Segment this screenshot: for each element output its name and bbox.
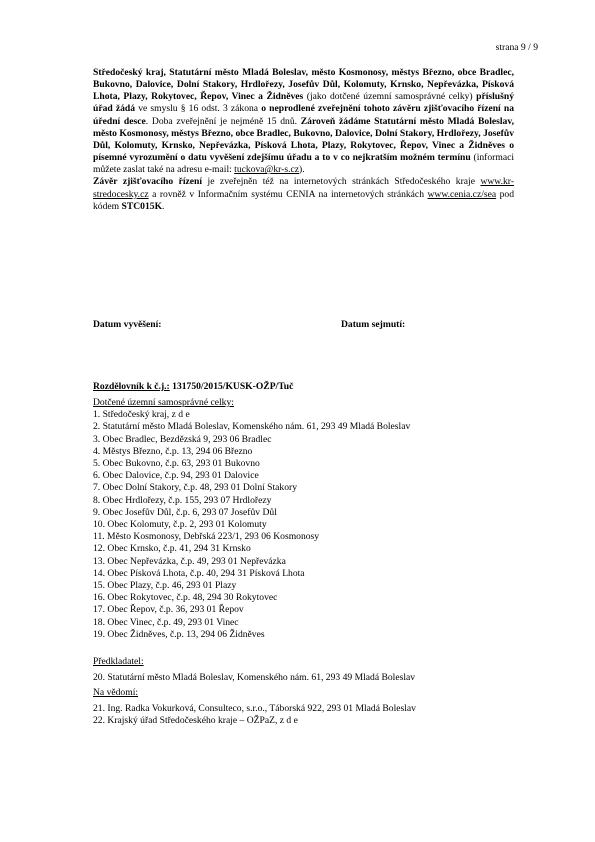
recipient-item: 20. Statutární město Mladá Boleslav, Komenského nám. 61, 293 49 Mladá Boleslav xyxy=(93,672,416,684)
municipalities-list: Středočeský kraj, Statutární město Mladá Boleslav, město Kosmonosy, městys Březno, obce Bradlec, Bukovno, Dalovice, Dolní Stakory, Hrdlořezy, Josefův Důl, Kolomuty, Krnsko, Nepřevázka, Písková Lhota, Plazy, Rokytovec, Řepov, Vinec a Židněves xyxy=(93,67,514,103)
recipient-item: 4. Městys Březno, č.p. 13, 294 06 Březno xyxy=(93,445,253,457)
distribution-label: Rozdělovník k č.j.: xyxy=(93,381,170,392)
recipient-item: 7. Obec Dolní Stakory, č.p. 48, 293 01 Dolní Stakory xyxy=(93,482,298,494)
recipient-item: 13. Obec Nepřevázka, č.p. 49, 293 01 Nepřevázka xyxy=(93,555,286,567)
posted-date-label: Datum vyvěšení: xyxy=(93,319,162,330)
recipient-item: 16. Obec Rokytovec, č.p. 48, 294 30 Rokytovec xyxy=(93,592,278,604)
page-number: strana 9 / 9 xyxy=(495,42,538,53)
recipient-item: 21. Ing. Radka Vokurková, Consulteco, s.r.o., Táborská 922, 293 01 Mladá Boleslav xyxy=(93,703,416,715)
text-fragment: ). xyxy=(299,164,305,176)
text-fragment: ve smyslu § 16 odst. 3 zákona xyxy=(135,103,262,115)
conclusion-heading: Závěr zjišťovacího řízení xyxy=(93,176,203,188)
recipient-item: 15. Obec Plazy, č.p. 46, 293 01 Plazy xyxy=(93,580,237,592)
distribution-title xyxy=(93,381,293,392)
recipient-item: 19. Obec Židněves, č.p. 13, 294 06 Židněves xyxy=(93,628,265,640)
recipient-item: 5. Obec Bukovno, č.p. 63, 293 01 Bukovno xyxy=(93,458,260,470)
kraj-website-link[interactable]: www.kr-stredocesky.cz xyxy=(93,176,515,200)
recipient-item: 2. Statutární město Mladá Boleslav, Komenského nám. 61, 293 49 Mladá Boleslav xyxy=(93,421,411,433)
reference-number: 131750/2015/KUSK-OŽP/Tuč xyxy=(169,381,294,392)
recipient-item: 6. Obec Dalovice, č.p. 94, 293 01 Dalovice xyxy=(93,470,259,482)
recipient-item: 3. Obec Bradlec, Bezdězská 9, 293 06 Bradlec xyxy=(93,433,272,445)
recipient-item: 10. Obec Kolomuty, č.p. 2, 293 01 Kolomuty xyxy=(93,519,267,531)
recipient-item: 9. Obec Josefův Důl, č.p. 6, 293 07 Josefův Důl xyxy=(93,506,277,518)
text-fragment: pod kódem xyxy=(93,188,515,212)
publication-request: o neprodlené zveřejnění tohoto závěru zjišťovacího řízení na úřední desce xyxy=(93,103,515,127)
recipient-item: 8. Obec Hrdlořezy, č.p. 155, 293 07 Hrdlořezy xyxy=(93,494,272,506)
applicant-label: Předkladatel: xyxy=(93,656,144,667)
text-fragment: (jako dotčené územní samosprávné celky) xyxy=(303,91,477,103)
recipient-item: 22. Krajský úřad Středočeského kraje – OŽPaZ, z d e xyxy=(93,715,298,727)
affected-list xyxy=(93,409,410,641)
recipient-item: 12. Obec Krnsko, č.p. 41, 294 31 Krnsko xyxy=(93,543,251,555)
text-fragment: . xyxy=(162,200,165,212)
cenia-website-link[interactable]: www.cenia.cz/sea xyxy=(427,188,497,200)
email-link[interactable]: tuckova@kr-s.cz xyxy=(234,164,300,176)
text-fragment: a rovněž v Informačním systému CENIA na internetových stránkách xyxy=(148,188,428,200)
recipient-item: 18. Obec Vinec, č.p. 49, 293 01 Vinec xyxy=(93,616,239,628)
applicant-section xyxy=(93,656,415,684)
removed-date-label: Datum sejmutí: xyxy=(341,319,406,330)
recipient-item: 14. Obec Písková Lhota, č.p. 40, 294 31 Písková Lhota xyxy=(93,567,305,579)
text-fragment: . Doba zveřejnění je nejméně 15 dnů. xyxy=(145,115,301,127)
recipient-item: 17. Obec Řepov, č.p. 36, 293 01 Řepov xyxy=(93,604,244,616)
recipient-item: 11. Město Kosmonosy, Debřská 223/1, 293 06 Kosmonosy xyxy=(93,531,320,543)
text-fragment: je zveřejněn též na internetových stránkách Středočeského kraje xyxy=(202,176,481,188)
notified-list xyxy=(93,703,416,727)
notice-paragraph xyxy=(93,67,514,213)
notified-section xyxy=(93,687,416,728)
affected-label: Dotčené územní samosprávné celky: xyxy=(93,397,234,408)
project-code: STC015K xyxy=(121,200,163,212)
text-fragment: (informaci můžete zaslat také na adresu e-mail: xyxy=(93,152,515,176)
applicant-list xyxy=(93,672,415,684)
notification-request: Zároveň žádáme Statutární město Mladá Boleslav, město Kosmonosy, městys Březno, obce Bradlec, Bukovno, Dalovice, Dolní Stakory, Hrdlořezy, Josefův Důl, Kolomuty, Krnsko, Nepřevázka, Písková Lhota, Plazy, Rokytovec, Řepov, Vinec a Židněves o písemné vyrozumění o datu vyvěšení zdejšímu úřadu a to v co nejkratším možném termínu xyxy=(93,115,514,164)
recipient-item: 1. Středočeský kraj, z d e xyxy=(93,409,190,421)
request-phrase: příslušný úřad žádá xyxy=(93,91,514,115)
notified-label: Na vědomí: xyxy=(93,687,139,698)
affected-section xyxy=(93,397,410,641)
